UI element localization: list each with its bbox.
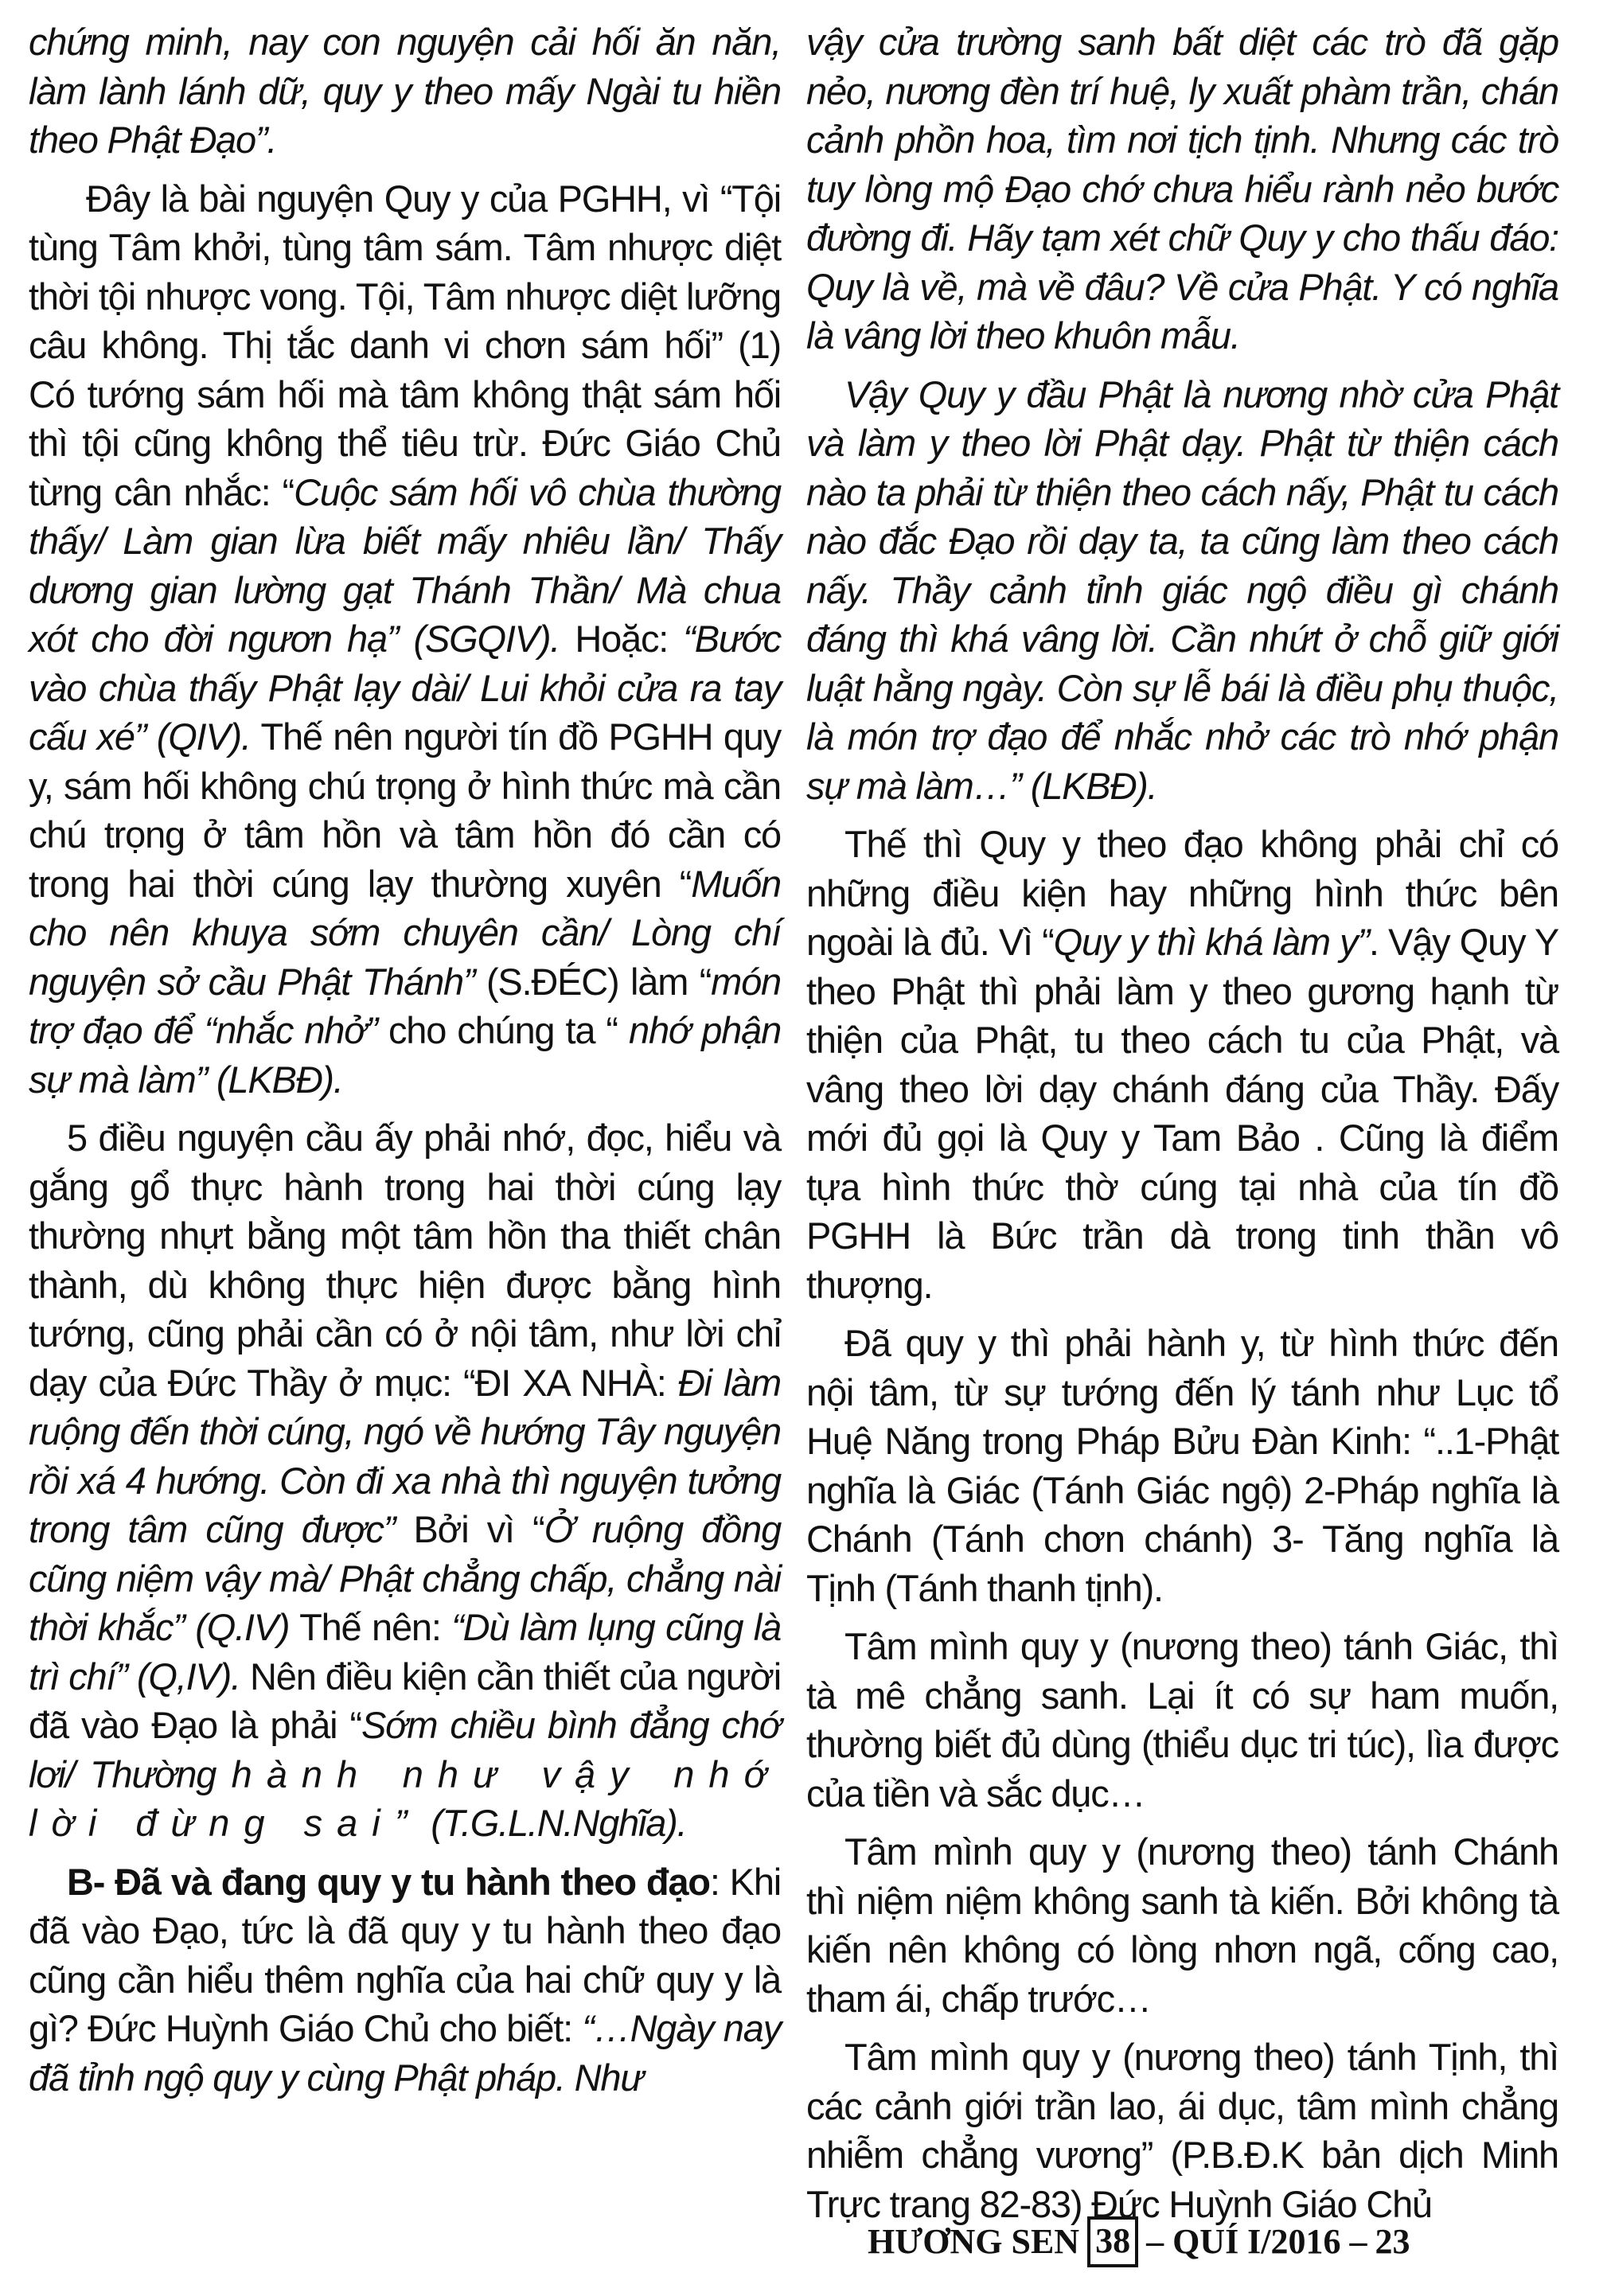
quote-span: Cuộc sám hối vô chùa thường thấy/ Làm gian lừa biết mấy nhiêu lần/ Thấy dương gian lường gạt Thánh Thần/ Mà chua xót cho đời ngươn hạ” (SGQIV). bbox=[29, 470, 781, 660]
text-span: Hoặc: bbox=[560, 618, 684, 660]
quote-span: Muốn cho nên khuya sớm chuyên cần/ Lòng chí nguyện sở cầu Phật Thánh” bbox=[29, 862, 781, 1003]
right-column bbox=[806, 18, 1558, 2238]
issue-quarter: – QUÍ I/2016 – bbox=[1146, 2222, 1367, 2261]
right-paragraph-5: Tâm mình quy y (nương theo) tánh Giác, thì tà mê chẳng sanh. Lại ít có sự ham muốn, thường biết đủ dùng (thiểu dục tri túc), lìa được của tiền và sắc dục… bbox=[806, 1625, 1558, 1815]
text-span: Nên điều kiện cần thiết của người đã vào Đạo là phải “ bbox=[29, 1655, 781, 1746]
page-number: 23 bbox=[1375, 2222, 1410, 2261]
text-span: Thế nên: bbox=[289, 1606, 452, 1648]
text-span: Thế nên người tín đồ PGHH quy y, sám hối không chú trọng ở hình thức mà cần chú trọng ở tâm hồn và tâm hồn đó cần có trong hai thời cúng lạy thường xuyên “ bbox=[29, 715, 781, 905]
quote-span: nhớ phận sự mà làm” (LKBĐ). bbox=[29, 1009, 782, 1101]
quote-span: Đi làm ruộng đến thời cúng, ngó về hướng Tây nguyện rồi xá 4 hướng. Còn đi xa nhà thì nguyện tưởng trong tâm cũng được” bbox=[29, 1361, 781, 1550]
quote-span: “…Ngày nay đã tỉnh ngộ quy y cùng Phật pháp. Như bbox=[29, 2007, 781, 2099]
left-paragraph-4 bbox=[29, 1857, 781, 2103]
left-paragraph-1: chứng minh, nay con nguyện cải hối ăn năn, làm lành lánh dữ, quy y theo mấy Ngài tu hiền theo Phật Đạo”. bbox=[29, 21, 781, 161]
quote-span: “Dù làm lụng cũng là trì chí” (Q,IV). bbox=[29, 1606, 781, 1698]
quote-span: Sớm chiều bình đẳng chớ lơi/ Thường bbox=[29, 1704, 781, 1795]
text-span: 5 điều nguyện cầu ấy phải nhớ, đọc, hiểu và gắng gổ thực hành trong hai thời cúng lạy thường nhựt bằng một tâm hồn tha thiết chân thành, dù không thực hiện được bằng hình tướng, cũng phải cần có ở nội tâm, như lời chỉ dạy của Đức Thầy ở mục: “ĐI XA NHÀ: bbox=[29, 1117, 781, 1404]
right-paragraph-4: Đã quy y thì phải hành y, từ hình thức đến nội tâm, từ sự tướng đến lý tánh như Lục tổ Huệ Năng trong Pháp Bửu Đàn Kinh: “..1-Phật nghĩa là Giác (Tánh Giác ngộ) 2-Pháp nghĩa là Chánh (Tánh chơn chánh) 3- Tăng nghĩa là Tịnh (Tánh thanh tịnh). bbox=[806, 1322, 1558, 1609]
quote-span: (T.G.L.N.Nghĩa). bbox=[421, 1802, 687, 1844]
right-paragraph-2: Vậy Quy y đầu Phật là nương nhờ cửa Phật và làm y theo lời Phật dạy. Phật từ thiện cách nào ta phải từ thiện theo cách nấy, Phật tu cách nào đắc Đạo rồi dạy ta, ta cũng làm theo cách nấy. Thầy cảnh tỉnh giác ngộ điều gì chánh đáng thì khá vâng lời. Cần nhứt ở chỗ giữ giới luật hằng ngày. Còn sự lễ bái là điều phụ thuộc, là món trợ đạo để nhắc nhở các trò nhớ phận sự mà làm…” (LKBĐ). bbox=[806, 372, 1558, 807]
right-paragraph-7: Tâm mình quy y (nương theo) tánh Tịnh, thì các cảnh giới trần lao, ái dục, tâm mình chẳng nhiễm chẳng vương” (P.B.Đ.K bản dịch Minh Trực trang 82-83) Đức Huỳnh Giáo Chủ bbox=[806, 2036, 1558, 2225]
left-paragraph-2 bbox=[29, 174, 781, 1105]
text-span: : Khi đã vào Đạo, tức là đã quy y tu hành theo đạo cũng cần hiểu thêm nghĩa của hai chữ quy y là gì? Đức Huỳnh Giáo Chủ cho biết: bbox=[29, 1860, 782, 2049]
quote-span: Quy y thì khá làm y” bbox=[1053, 921, 1369, 963]
right-paragraph-1: vậy cửa trường sanh bất diệt các trò đã gặp nẻo, nương đèn trí huệ, ly xuất phàm trần, chán cảnh phồn hoa, tìm nơi tịch tịnh. Nhưng các trò tuy lòng mộ Đạo chớ chưa hiểu rành nẻo bước đường đi. Hãy tạm xét chữ Quy y cho thấu đáo: Quy là về, mà về đâu? Về cửa Phật. Y có nghĩa là vâng lời theo khuôn mẫu. bbox=[806, 21, 1558, 357]
quote-span-spread: hành như vậy nhớ lời đừng sai” bbox=[29, 1752, 781, 1844]
left-column bbox=[29, 18, 781, 2111]
text-span: (S.ĐÉC) làm “ bbox=[474, 960, 712, 1003]
right-paragraph-3 bbox=[806, 820, 1558, 1309]
magazine-name: HƯƠNG SEN bbox=[868, 2222, 1080, 2261]
text-span: Đây là bài nguyện Quy y của PGHH, vì “Tội tùng Tâm khởi, tùng tâm sám. Tâm nhược diệt thời tội nhược vong. Tội, Tâm nhược diệt lưỡng câu không. Thị tắc danh vi chơn sám hối” (1) Có tướng sám hối mà tâm không thật sám hối thì tội cũng không thể tiêu trừ. Đức Giáo Chủ từng cân nhắc: “ bbox=[29, 177, 781, 513]
text-span: Thế thì Quy y theo đạo không phải chỉ có những điều kiện hay những hình thức bên ngoài là đủ. Vì “ bbox=[806, 823, 1558, 963]
quote-span: món trợ đạo để “nhắc nhở” bbox=[29, 960, 781, 1051]
right-paragraph-6: Tâm mình quy y (nương theo) tánh Chánh thì niệm niệm không sanh tà kiến. Bởi không tà kiến nên không có lòng nhơn ngã, cống cao, tham ái, chấp trước… bbox=[806, 1830, 1558, 2020]
quote-span: Ở ruộng đồng cũng niệm vậy mà/ Phật chẳng chấp, chẳng nài thời khắc” (Q.IV) bbox=[29, 1508, 782, 1648]
quote-span: “Bước vào chùa thấy Phật lạy dài/ Lui khỏi cửa ra tay cấu xé” (QIV). bbox=[29, 618, 781, 758]
text-span: Bởi vì “ bbox=[395, 1508, 544, 1550]
section-heading-b: B- Đã và đang quy y tu hành theo đạo bbox=[67, 1860, 710, 1903]
text-span: . Vậy Quy Y theo Phật thì phải làm y theo gương hạnh từ thiện của Phật, tu theo cách tu của Phật, và vâng theo lời dạy chánh đáng của Thầy. Đấy mới đủ gọi là Quy y Tam Bảo . Cũng là điểm tựa hình thức thờ cúng tại nhà của tín đồ PGHH là Bức trần dà trong tinh thần vô thượng. bbox=[806, 921, 1559, 1306]
issue-number-box: 38 bbox=[1087, 2216, 1138, 2267]
page-footer bbox=[868, 2214, 1584, 2270]
left-paragraph-3 bbox=[29, 1113, 781, 1848]
text-span: cho chúng ta “ bbox=[376, 1009, 618, 1051]
